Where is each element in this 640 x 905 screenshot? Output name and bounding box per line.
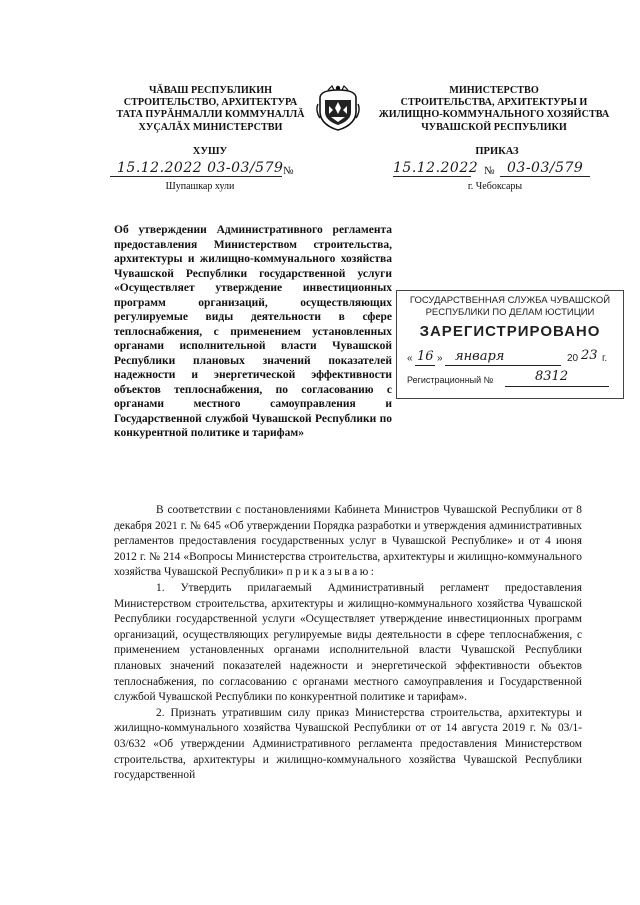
stamp-reg-row: [407, 369, 617, 389]
header-left-line: СТРОИТЕЛЬСТВО, АРХИТЕКТУРА: [123, 97, 298, 109]
stamp-reg-number: 8312: [535, 369, 569, 384]
coat-of-arms-emblem: [316, 84, 360, 132]
stamp-month: января: [455, 349, 505, 364]
stamp-status: ЗАРЕГИСТРИРОВАНО: [419, 323, 601, 340]
header-right-line: СТРОИТЕЛЬСТВА, АРХИТЕКТУРЫ И: [400, 97, 588, 109]
document-title: Об утверждении Административного регламента предоставления Министерством строительства, архитектуры и жилищно-коммунального хозяйства Чувашской Республики государственной услуги «Осуществляет утверждение инвестиционных программ организаций, осуществляющих регулируемые виды деятельности в сфере теплоснабжения, с применением установленных органами исполнительной власти Чувашской Республики плановых значений показателей надежности и энергетической эффективности объектов теплоснабжения, по согласованию с органами местного самоуправления и Государственной службой Чувашской Республики по конкурентной политике и тарифам»: [114, 224, 392, 439]
signature-line-left: [110, 176, 282, 177]
stamp-org-line: РЕСПУБЛИКИ ПО ДЕЛАМ ЮСТИЦИИ: [425, 306, 595, 318]
header-right-russian: [378, 85, 610, 134]
place-left: Шупашкар хули: [165, 181, 235, 192]
item-1-paragraph: 1. Утвердить прилагаемый Административный регламент предоставления Министерством строительства, архитектуры и жилищно-коммунального хозяйства Чувашской Республики государственной услуги «Осуществляет утверждение инвестиционных программ организаций, осуществляющих регулируемые виды деятельности в сфере теплоснабжения, с применением установленных органами исполнительной власти Чувашской Республики плановых значений показателей надежности и энергетической эффективности объектов теплоснабжения, по согласованию с органами местного самоуправления и Государственной службой Чувашской Республики по конкурентной политике и тарифам».: [114, 581, 582, 704]
stamp-year-prefix: 20: [567, 353, 579, 364]
stamp-year-suffix: 23: [581, 348, 598, 363]
header-left-chuvash: [108, 85, 313, 134]
number-sign-right: №: [484, 165, 495, 177]
stamp-day-line: [415, 365, 435, 366]
handwritten-date-right: 15.12.2022: [393, 160, 479, 176]
document-body: [114, 503, 582, 784]
stamp-org-line: ГОСУДАРСТВЕННАЯ СЛУЖБА ЧУВАШСКОЙ: [409, 295, 611, 306]
number-line-right: [500, 176, 590, 177]
date-line-right: [393, 176, 471, 177]
stamp-date-row: [407, 348, 617, 369]
stamp-organization: [397, 295, 623, 318]
header-left-line: ХУÇАЛĂХ МИНИСТЕРСТВИ: [138, 121, 283, 133]
stamp-reg-label: Регистрационный №: [407, 375, 494, 385]
stamp-month-line: [445, 365, 561, 366]
header-left-line: ТАТА ПУРĂНМАЛЛИ КОММУНАЛЛĂ: [116, 109, 305, 121]
doc-type-russian: ПРИКАЗ: [475, 146, 519, 157]
doc-type-chuvash: ХУШУ: [192, 146, 228, 157]
stamp-reg-line: [505, 386, 609, 387]
stamp-quote-close: »: [437, 353, 443, 364]
stamp-year-unit: г.: [602, 353, 608, 364]
header-right-line: ЧУВАШСКОЙ РЕСПУБЛИКИ: [421, 121, 567, 133]
intro-text: В соответствии с постановлениями Кабинета Министров Чувашской Республики от 8 декабря 2021 г. № 645 «Об утверждении Порядка разработки и утверждения административных регламентов предоставления государственных услуг в Чувашской Республике» и от 4 июня 2012 г. № 214 «Вопросы Министерства строительства, архитектуры и жилищно-коммунального хозяйства Чувашской Республики»: [114, 504, 582, 579]
stamp-day: 16: [417, 349, 434, 364]
order-word: приказываю:: [286, 566, 377, 579]
handwritten-date-number-left: 15.12.2022 03-03/579: [117, 160, 284, 176]
header-right-line: МИНИСТЕРСТВО: [449, 85, 539, 96]
number-sign-left: №: [283, 165, 294, 177]
item-2-paragraph: 2. Признать утратившим силу приказ Министерства строительства, архитектуры и жилищно-коммунального хозяйства Чувашской Республики от от 14 августа 2019 г. № 03/1-03/632 «Об утверждении Административного регламента предоставления Министерством строительства, архитектуры и жилищно-коммунального хозяйства Чувашской Республики государственной: [114, 706, 582, 782]
registration-stamp: [396, 290, 624, 399]
intro-paragraph: [114, 503, 582, 581]
place-right: г. Чебоксары: [467, 181, 523, 192]
header-left-line: ЧĂВАШ РЕСПУБЛИКИН: [148, 85, 273, 96]
handwritten-number-right: 03-03/579: [507, 160, 584, 176]
stamp-quote-open: «: [407, 353, 413, 364]
header-right-line: ЖИЛИЩНО-КОММУНАЛЬНОГО ХОЗЯЙСТВА: [378, 109, 610, 121]
